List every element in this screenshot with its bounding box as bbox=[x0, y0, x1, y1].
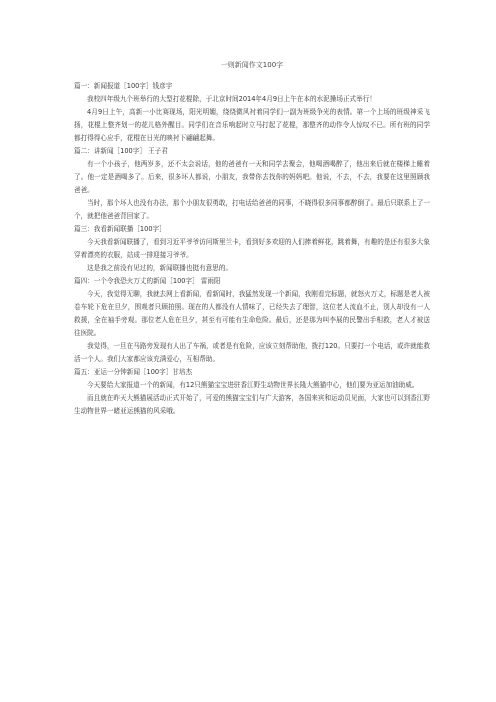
section-1-paragraph-1: 我校四年级九个班举行的大型打花棍除，于北京时间2014年4月9日上午在本的水泥操场正式举行！ bbox=[87, 95, 376, 103]
section-4-paragraph-2: 我觉得，一旦在马路旁发现有人出了车祸，或者是有危险，应该立刻帮助他，拨打120。只要打一个电话，或许就能救活一个人。我们大家都应该充满爱心，互相帮助。 bbox=[74, 342, 430, 363]
section-2-paragraph-1: 有一个小孩子，他两岁多，还不太会说话，他的爸爸有一天和同学去聚会，他喝酒喝醉了，他出来后就在楼梯上睡着了。他一定是酒喝多了。后来，很多坏人都说，小朋友，我带你去找你的妈妈吧。他说，不去，不去，我要在这里照顾我爸爸。 bbox=[74, 160, 430, 194]
section-3-paragraph-1: 今天我看新闻联播了，看到习近平爷爷访问斯里兰卡，看到好多欢迎的人们捧着鲜花，跳着舞，有趣的是还有很多大象穿着漂亮的衣服，站成一排迎接习爷爷。 bbox=[74, 238, 430, 259]
section-1-heading: 篇一：新闻报道［100字］钱彦宇 bbox=[74, 82, 173, 90]
section-1-paragraph-2: 4月9日上午，高新一小比赛现场，阳光明媚，绕绕微风衬着同学们一副为班级争光的表情。第一个上场的班级神采飞扬，花棍上整齐划一的花儿格外醒目。同学们在音乐响起时立马打起了花棍，那整齐的动作令人惊叹不已。所有班的同学都打得得心应手，花棍在日光的映衬下翩翩起舞。 bbox=[74, 108, 430, 142]
section-4-heading: 篇四：一个令我恐火万丈的新闻［100字］ 雷雨阳 bbox=[74, 277, 221, 285]
section-5-paragraph-2: 而且就在昨天大熊猫展活动正式开始了，可爱的熊猫宝宝们与广大游客，各国来宾和运动员见面，大家也可以到香江野生动物世界一睹亚运熊猫的风采哦。 bbox=[74, 394, 430, 415]
section-4-paragraph-1: 今天，我觉得无聊，我就去网上看新闻，看新闻时，我猛然发现一个新闻，我刚看完标题，就怒火万丈，标题是老人被卷车轮下危在旦夕，围观者只顾拍照。现在的人都没有人情味了，已经失去了理智，这位老人流血不止，别人却没有一人救援，全在袖手旁观。那位老人危在旦夕，甚至有可能有生命危险。最后，还是那为叫李展的民警出手相救，老人才被送往医院。 bbox=[74, 290, 430, 337]
document-title: 一则新闻作文100字 bbox=[220, 61, 284, 69]
section-2-heading: 篇二：讲新闻［100字］ 王子君 bbox=[74, 147, 168, 155]
section-3-heading: 篇三：我看新闻联播［100字］ bbox=[74, 225, 166, 233]
section-5-heading: 篇五：亚运一分钟新闻［100字］甘培杰 bbox=[74, 368, 193, 376]
section-2-paragraph-2: 当时，那个坏人也没有办法，那个小朋友很勇敢，打电话给爸爸的同事，不晓得很多同事都醉倒了。最后只联系上了一个，就把他爸爸背回家了。 bbox=[74, 199, 430, 220]
section-3-paragraph-2: 这是我之前没有见过的，新闻联播也挺有意思的。 bbox=[87, 264, 233, 272]
section-5-paragraph-1: 今天要给大家报道一个的新闻，有12只熊猫宝宝进驻香江野生动物世界长隆大熊猫中心，他们要为亚运加油助威。 bbox=[87, 381, 419, 389]
